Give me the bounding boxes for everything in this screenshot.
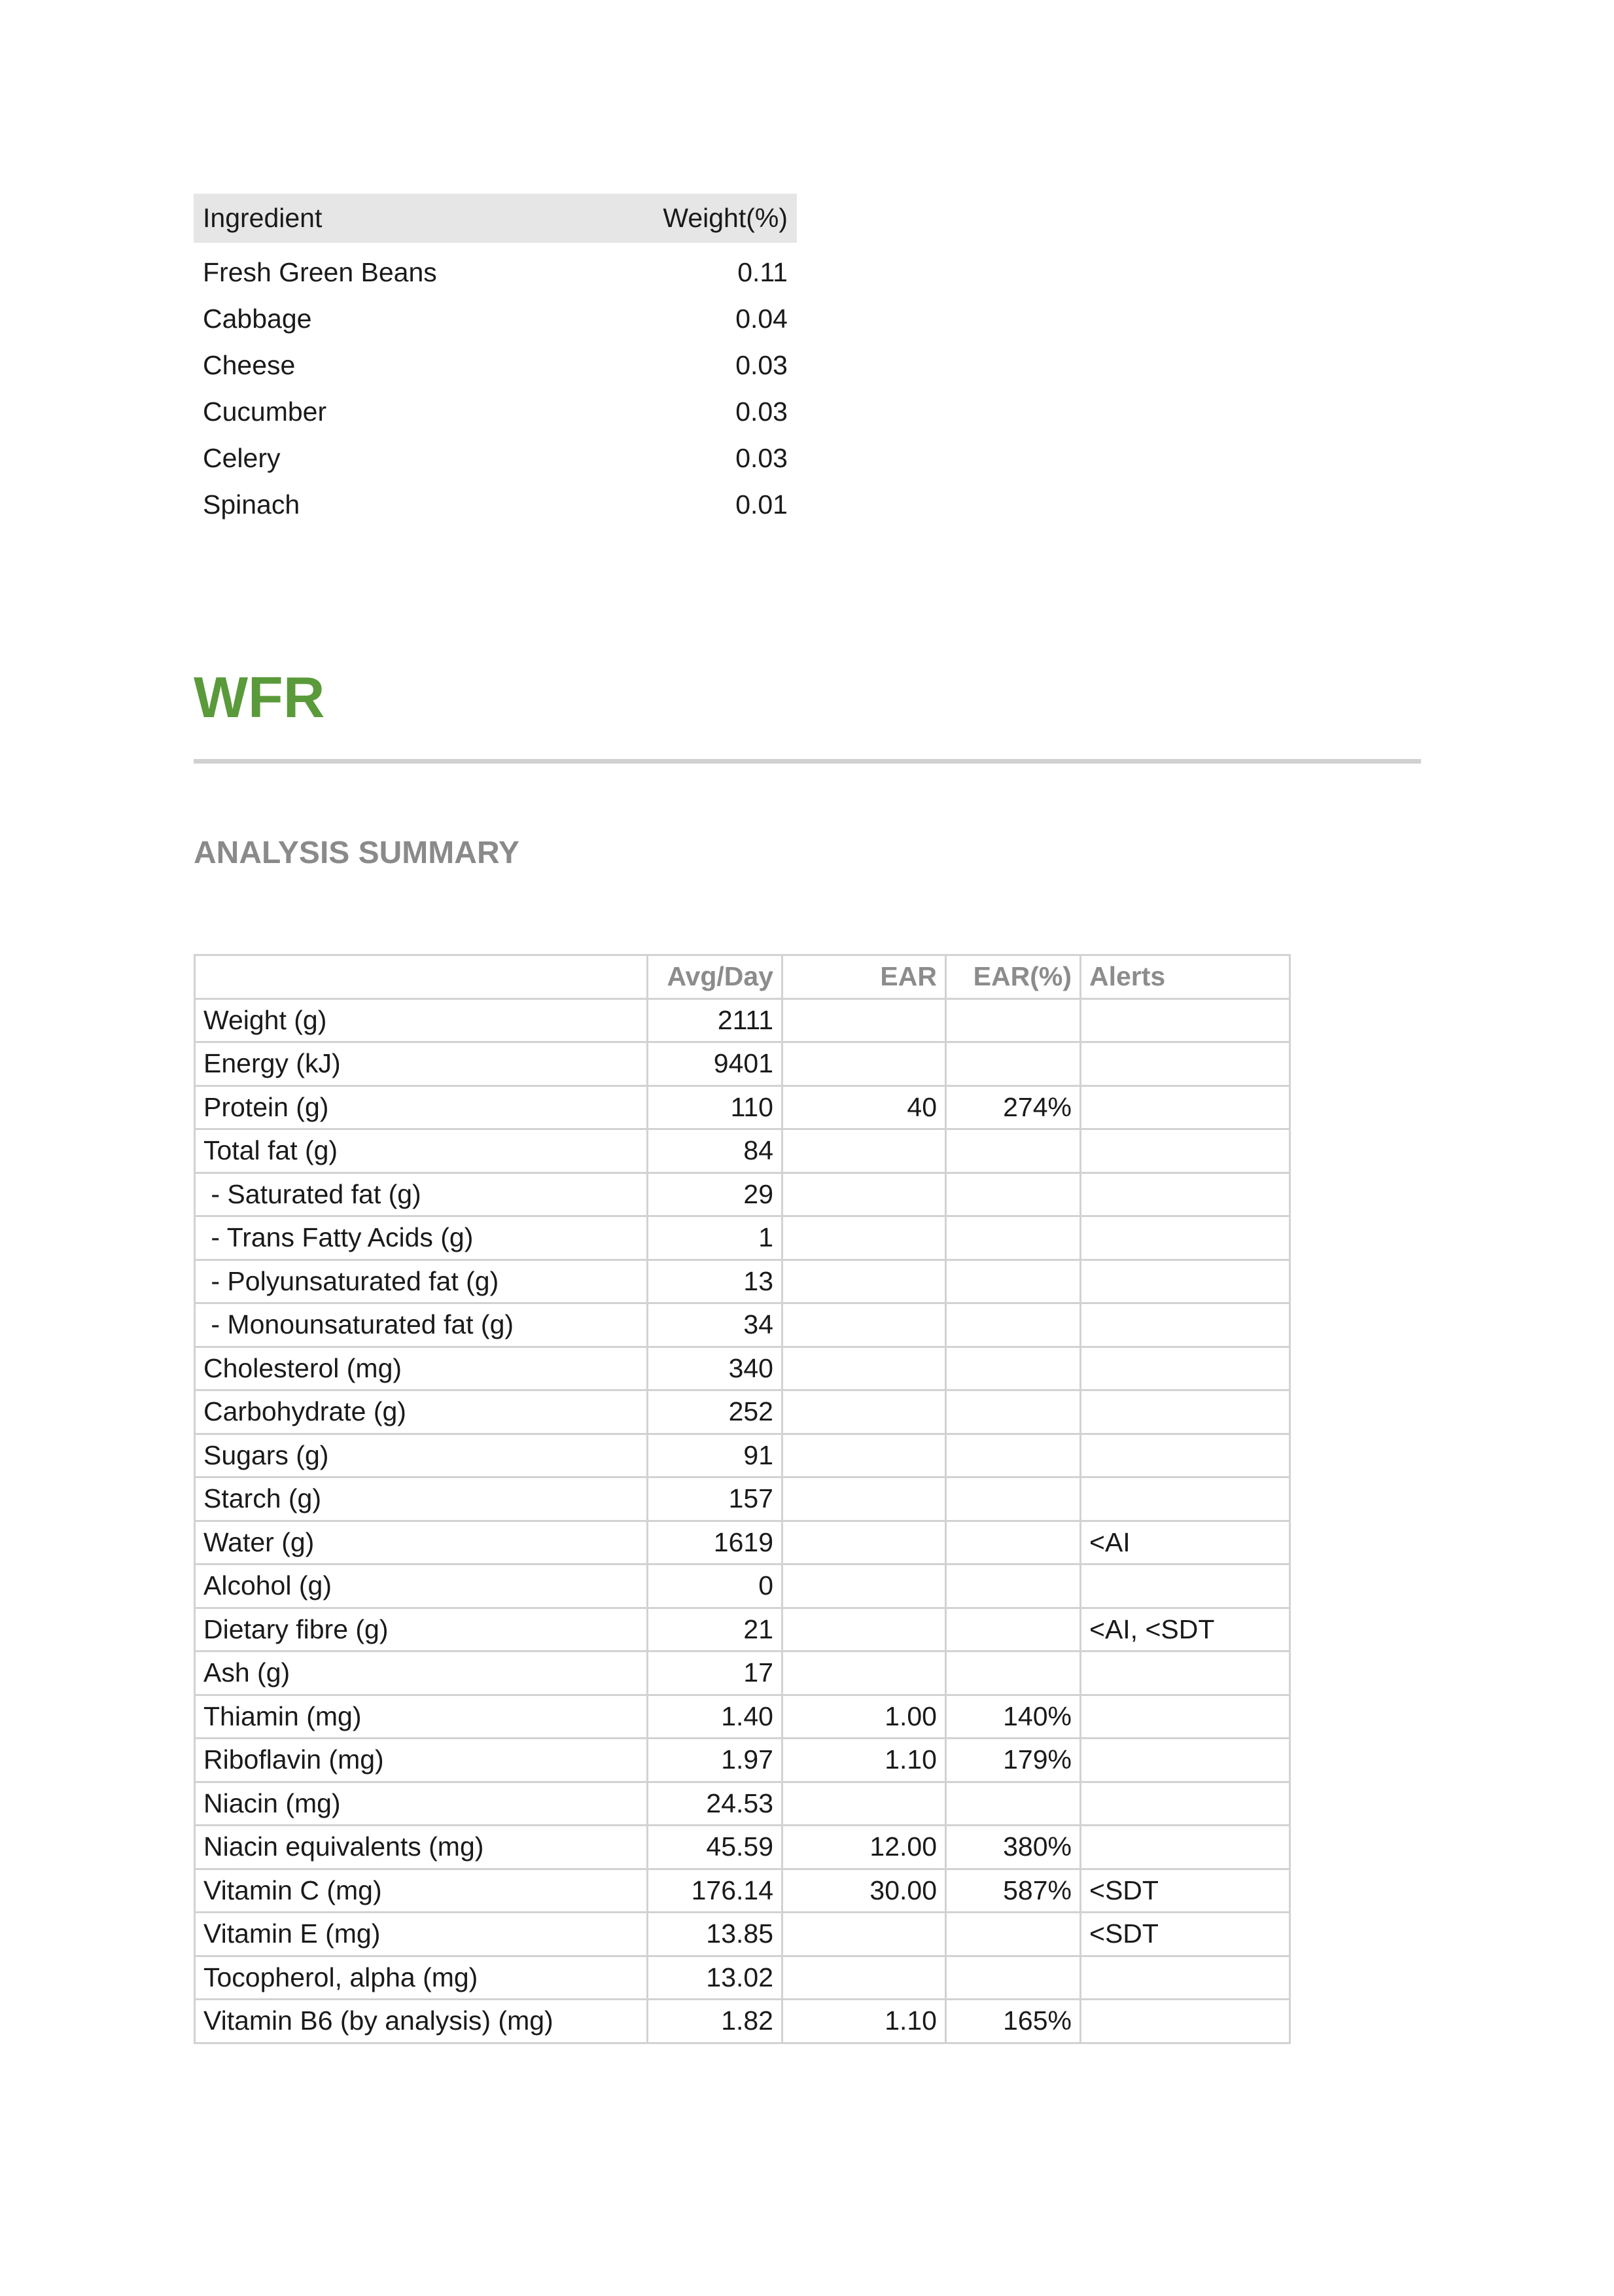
nutrient-label: Vitamin E (mg)	[195, 1913, 648, 1956]
nutrient-ear-pct	[946, 1608, 1081, 1651]
ingredient-header-name: Ingredient	[194, 194, 578, 243]
nutrient-alerts	[1081, 1956, 1290, 2000]
ingredient-name: Cucumber	[203, 397, 327, 427]
nutrient-avg-day: 21	[648, 1608, 782, 1651]
nutrient-avg-day: 1.40	[648, 1695, 782, 1739]
nutrient-ear-pct	[946, 1129, 1081, 1173]
nutrient-avg-day: 252	[648, 1390, 782, 1434]
table-row	[195, 1260, 1290, 1303]
ingredient-row	[194, 243, 797, 296]
nutrient-ear	[782, 1303, 946, 1347]
nutrient-avg-day: 110	[648, 1086, 782, 1129]
nutrient-alerts	[1081, 1216, 1290, 1260]
table-row	[195, 1869, 1290, 1913]
ingredient-weight: 0.03	[735, 350, 788, 380]
nutrient-avg-day: 34	[648, 1303, 782, 1347]
nutrient-ear-pct	[946, 1564, 1081, 1608]
nutrient-ear-pct	[946, 1390, 1081, 1434]
heading-divider	[194, 759, 1421, 764]
nutrient-ear	[782, 1347, 946, 1390]
nutrient-label: Thiamin (mg)	[195, 1695, 648, 1739]
nutrient-ear	[782, 1129, 946, 1173]
nutrient-avg-day: 1.97	[648, 1739, 782, 1782]
nutrient-ear: 40	[782, 1086, 946, 1129]
nutrient-ear-pct: 274%	[946, 1086, 1081, 1129]
nutrient-ear-pct: 179%	[946, 1739, 1081, 1782]
table-row	[195, 1826, 1290, 1869]
nutrient-ear	[782, 1216, 946, 1260]
nutrient-ear-pct	[946, 1347, 1081, 1390]
nutrient-avg-day: 13.85	[648, 1913, 782, 1956]
ingredient-name: Cabbage	[203, 304, 312, 334]
table-row	[195, 1608, 1290, 1651]
ingredient-header-weight: Weight(%)	[578, 194, 797, 243]
table-row	[195, 1782, 1290, 1826]
table-row	[195, 1739, 1290, 1782]
table-row	[195, 1129, 1290, 1173]
nutrient-ear	[782, 1782, 946, 1826]
analysis-header-alerts: Alerts	[1081, 955, 1290, 999]
analysis-header-ear-pct: EAR(%)	[946, 955, 1081, 999]
nutrient-label: Vitamin C (mg)	[195, 1869, 648, 1913]
nutrient-ear	[782, 1564, 946, 1608]
nutrient-alerts: <AI	[1081, 1521, 1290, 1564]
ingredient-table	[194, 194, 797, 528]
table-row	[195, 1477, 1290, 1521]
table-row	[195, 1956, 1290, 2000]
nutrient-ear-pct: 140%	[946, 1695, 1081, 1739]
nutrient-alerts: <AI, <SDT	[1081, 1608, 1290, 1651]
nutrient-avg-day: 91	[648, 1434, 782, 1477]
nutrient-ear	[782, 1173, 946, 1216]
nutrient-alerts	[1081, 1173, 1290, 1216]
nutrient-avg-day: 13	[648, 1260, 782, 1303]
nutrient-label: Sugars (g)	[195, 1434, 648, 1477]
ingredient-weight: 0.11	[737, 257, 788, 287]
ingredient-header-row	[194, 194, 797, 243]
nutrient-avg-day: 13.02	[648, 1956, 782, 2000]
nutrient-avg-day: 1.82	[648, 2000, 782, 2043]
nutrient-ear-pct: 587%	[946, 1869, 1081, 1913]
nutrient-ear-pct	[946, 998, 1081, 1042]
nutrient-alerts: <SDT	[1081, 1869, 1290, 1913]
ingredient-weight: 0.01	[735, 489, 788, 520]
nutrient-alerts	[1081, 1695, 1290, 1739]
nutrient-avg-day: 45.59	[648, 1826, 782, 1869]
nutrient-ear: 1.10	[782, 2000, 946, 2043]
nutrient-alerts	[1081, 1390, 1290, 1434]
ingredient-name: Cheese	[203, 350, 296, 380]
nutrient-avg-day: 176.14	[648, 1869, 782, 1913]
ingredient-name: Fresh Green Beans	[203, 257, 437, 287]
analysis-summary-table	[194, 954, 1291, 2044]
nutrient-label: Starch (g)	[195, 1477, 648, 1521]
nutrient-ear-pct	[946, 1913, 1081, 1956]
nutrient-label: Carbohydrate (g)	[195, 1390, 648, 1434]
nutrient-ear-pct	[946, 1956, 1081, 2000]
ingredient-name: Spinach	[203, 489, 300, 520]
nutrient-alerts	[1081, 1826, 1290, 1869]
nutrient-ear-pct	[946, 1651, 1081, 1695]
ingredient-row	[194, 389, 797, 435]
nutrient-avg-day: 29	[648, 1173, 782, 1216]
ingredient-weight: 0.03	[735, 397, 788, 427]
ingredient-weight: 0.03	[735, 443, 788, 473]
nutrient-ear-pct	[946, 1521, 1081, 1564]
nutrient-ear-pct: 380%	[946, 1826, 1081, 1869]
ingredient-row	[194, 342, 797, 389]
nutrient-label: - Monounsaturated fat (g)	[195, 1303, 648, 1347]
table-row	[195, 1042, 1290, 1086]
nutrient-ear-pct	[946, 1260, 1081, 1303]
nutrient-alerts	[1081, 1477, 1290, 1521]
nutrient-label: Water (g)	[195, 1521, 648, 1564]
table-row	[195, 2000, 1290, 2043]
nutrient-label: Riboflavin (mg)	[195, 1739, 648, 1782]
nutrient-alerts	[1081, 1434, 1290, 1477]
analysis-header-avg: Avg/Day	[648, 955, 782, 999]
nutrient-alerts	[1081, 2000, 1290, 2043]
nutrient-label: Weight (g)	[195, 998, 648, 1042]
page-title: WFR	[194, 665, 325, 730]
nutrient-ear-pct	[946, 1173, 1081, 1216]
nutrient-ear: 12.00	[782, 1826, 946, 1869]
nutrient-avg-day: 157	[648, 1477, 782, 1521]
nutrient-alerts	[1081, 1086, 1290, 1129]
analysis-header-ear: EAR	[782, 955, 946, 999]
nutrient-ear-pct	[946, 1042, 1081, 1086]
table-row	[195, 1086, 1290, 1129]
nutrient-label: Protein (g)	[195, 1086, 648, 1129]
nutrient-ear-pct	[946, 1303, 1081, 1347]
nutrient-ear	[782, 1042, 946, 1086]
nutrient-alerts	[1081, 1782, 1290, 1826]
nutrient-avg-day: 1619	[648, 1521, 782, 1564]
nutrient-avg-day: 17	[648, 1651, 782, 1695]
nutrient-avg-day: 0	[648, 1564, 782, 1608]
nutrient-avg-day: 1	[648, 1216, 782, 1260]
nutrient-label: - Trans Fatty Acids (g)	[195, 1216, 648, 1260]
table-row	[195, 1434, 1290, 1477]
nutrient-ear	[782, 1521, 946, 1564]
nutrient-avg-day: 340	[648, 1347, 782, 1390]
nutrient-label: Ash (g)	[195, 1651, 648, 1695]
nutrient-label: Tocopherol, alpha (mg)	[195, 1956, 648, 2000]
table-row	[195, 1303, 1290, 1347]
nutrient-ear: 30.00	[782, 1869, 946, 1913]
section-title: ANALYSIS SUMMARY	[194, 836, 519, 870]
table-row	[195, 1216, 1290, 1260]
nutrient-alerts	[1081, 1564, 1290, 1608]
nutrient-avg-day: 2111	[648, 998, 782, 1042]
table-row	[195, 1173, 1290, 1216]
nutrient-alerts	[1081, 1260, 1290, 1303]
nutrient-label: Niacin equivalents (mg)	[195, 1826, 648, 1869]
ingredient-row	[194, 482, 797, 528]
nutrient-alerts	[1081, 1347, 1290, 1390]
nutrient-ear	[782, 998, 946, 1042]
nutrient-label: Energy (kJ)	[195, 1042, 648, 1086]
table-row	[195, 998, 1290, 1042]
nutrient-ear-pct	[946, 1434, 1081, 1477]
analysis-header-label	[195, 955, 648, 999]
nutrient-label: Cholesterol (mg)	[195, 1347, 648, 1390]
nutrient-ear-pct	[946, 1477, 1081, 1521]
nutrient-alerts	[1081, 1303, 1290, 1347]
table-row	[195, 1913, 1290, 1956]
nutrient-alerts: <SDT	[1081, 1913, 1290, 1956]
ingredient-name: Celery	[203, 443, 281, 473]
nutrient-label: - Polyunsaturated fat (g)	[195, 1260, 648, 1303]
nutrient-ear	[782, 1608, 946, 1651]
nutrient-ear: 1.10	[782, 1739, 946, 1782]
nutrient-label: Alcohol (g)	[195, 1564, 648, 1608]
nutrient-label: - Saturated fat (g)	[195, 1173, 648, 1216]
nutrient-alerts	[1081, 998, 1290, 1042]
nutrient-label: Vitamin B6 (by analysis) (mg)	[195, 2000, 648, 2043]
nutrient-avg-day: 24.53	[648, 1782, 782, 1826]
nutrient-ear	[782, 1956, 946, 2000]
nutrient-ear	[782, 1260, 946, 1303]
nutrient-ear	[782, 1434, 946, 1477]
nutrient-label: Dietary fibre (g)	[195, 1608, 648, 1651]
nutrient-avg-day: 9401	[648, 1042, 782, 1086]
nutrient-alerts	[1081, 1739, 1290, 1782]
nutrient-alerts	[1081, 1651, 1290, 1695]
table-row	[195, 1564, 1290, 1608]
nutrient-ear-pct: 165%	[946, 2000, 1081, 2043]
nutrient-alerts	[1081, 1042, 1290, 1086]
nutrient-alerts	[1081, 1129, 1290, 1173]
ingredient-row	[194, 435, 797, 482]
analysis-header-row	[195, 955, 1290, 999]
nutrient-ear-pct	[946, 1782, 1081, 1826]
nutrient-ear	[782, 1477, 946, 1521]
table-row	[195, 1390, 1290, 1434]
nutrient-label: Total fat (g)	[195, 1129, 648, 1173]
nutrient-ear-pct	[946, 1216, 1081, 1260]
nutrient-ear: 1.00	[782, 1695, 946, 1739]
table-row	[195, 1347, 1290, 1390]
table-row	[195, 1651, 1290, 1695]
nutrient-ear	[782, 1651, 946, 1695]
table-row	[195, 1695, 1290, 1739]
nutrient-ear	[782, 1913, 946, 1956]
nutrient-ear	[782, 1390, 946, 1434]
nutrient-label: Niacin (mg)	[195, 1782, 648, 1826]
table-row	[195, 1521, 1290, 1564]
ingredient-row	[194, 296, 797, 342]
ingredient-weight: 0.04	[735, 304, 788, 334]
nutrient-avg-day: 84	[648, 1129, 782, 1173]
